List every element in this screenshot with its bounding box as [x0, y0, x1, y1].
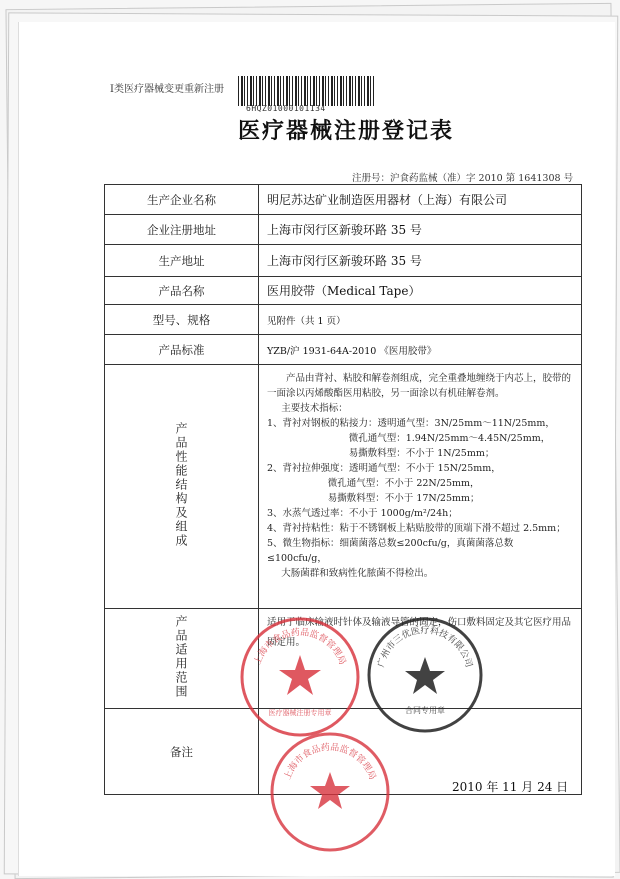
field-value: YZB/沪 1931-64A-2010 《医用胶带》 [259, 335, 582, 365]
field-value: 明尼苏达矿业制造医用器材（上海）有限公司 [259, 185, 582, 215]
field-value: 见附件（共 1 页） [259, 305, 582, 335]
field-value: 医用胶带（Medical Tape） [259, 277, 582, 305]
form-row [105, 305, 582, 335]
tech-item: 大肠菌群和致病性化脓菌不得检出。 [281, 568, 434, 579]
field-label: 生产企业名称 [105, 185, 259, 215]
performance-intro: 产品由背衬、粘胶和解卷剂组成，完全重叠地缠绕于内芯上，胶带的一面涂以丙烯酸酯医用粘胶，另一面涂以有机硅解卷剂。 [267, 373, 572, 399]
barcode [238, 76, 374, 106]
tech-heading: 主要技术指标： [281, 403, 348, 414]
field-value: 适用于临床输液时针体及输液导管的固定，伤口敷料固定及其它医疗用品固定用。 [259, 609, 582, 709]
barcode-number: 6HQZ01000101134 [246, 104, 326, 113]
performance-content [259, 365, 582, 609]
field-label: 型号、规格 [105, 305, 259, 335]
tech-item: 4、背衬持粘性：粘于不锈钢板上粘贴胶带的顶端下滑不超过 2.5mm； [267, 523, 566, 534]
black-seal-right [365, 615, 485, 735]
field-label: 企业注册地址 [105, 215, 259, 245]
form-row [105, 245, 582, 277]
performance-label: 产品性能结构及组成 [174, 422, 188, 548]
registration-number: 注册号：沪食药监械（准）字 2010 第 1641308 号 [352, 173, 574, 184]
red-seal-bottom [268, 730, 392, 854]
field-value: 上海市闵行区新骏环路 35 号 [259, 245, 582, 277]
tech-item: 易撕敷料型：不小于 17N/25mm； [327, 493, 480, 504]
form-row [105, 277, 582, 305]
tech-item: 3、水蒸气透过率：不小于 1000g/m²/24h； [267, 508, 458, 519]
form-row [105, 365, 582, 609]
form-row [105, 185, 582, 215]
scope-label: 产品适用范围 [174, 615, 188, 699]
tech-item: 1、背衬对钢板的粘接力：透明通气型：3N/25mm～11N/25mm， [267, 418, 555, 429]
form-row [105, 215, 582, 245]
seal-subtext: 医疗器械注册专用章 [268, 709, 332, 717]
field-label: 产品标准 [105, 335, 259, 365]
tech-item: 易撕敷料型：不小于 1N/25mm； [348, 448, 495, 459]
field-value: 上海市闵行区新骏环路 35 号 [259, 215, 582, 245]
red-seal-left [238, 615, 362, 739]
field-label: 生产地址 [105, 245, 259, 277]
seal-subtext: 合同专用章 [405, 706, 445, 715]
field-label [105, 365, 259, 609]
seal-text: 上海市食品药品监督管理局 [252, 627, 348, 667]
form-row [105, 335, 582, 365]
tech-item: 微孔通气型：不小于 22N/25mm， [327, 478, 480, 489]
issue-date: 2010 年 11 月 24 日 [452, 780, 569, 794]
tech-item: 5、微生物指标：细菌菌落总数≤200cfu/g，真菌菌落总数≤100cfu/g， [267, 538, 514, 564]
seal-text: 广州市三优医疗科技有限公司 [376, 626, 474, 669]
tech-item: 微孔通气型：1.94N/25mm～4.45N/25mm， [348, 433, 551, 444]
seal-text: 上海市食品药品监督管理局 [282, 742, 378, 782]
tech-item: 2、背衬拉伸强度：透明通气型：不小于 15N/25mm， [267, 463, 501, 474]
top-note: Ⅰ类医疗器械变更重新注册 [110, 84, 224, 95]
field-label: 备注 [105, 709, 259, 795]
page-title: 医疗器械注册登记表 [238, 118, 455, 144]
field-label [105, 609, 259, 709]
field-label: 产品名称 [105, 277, 259, 305]
